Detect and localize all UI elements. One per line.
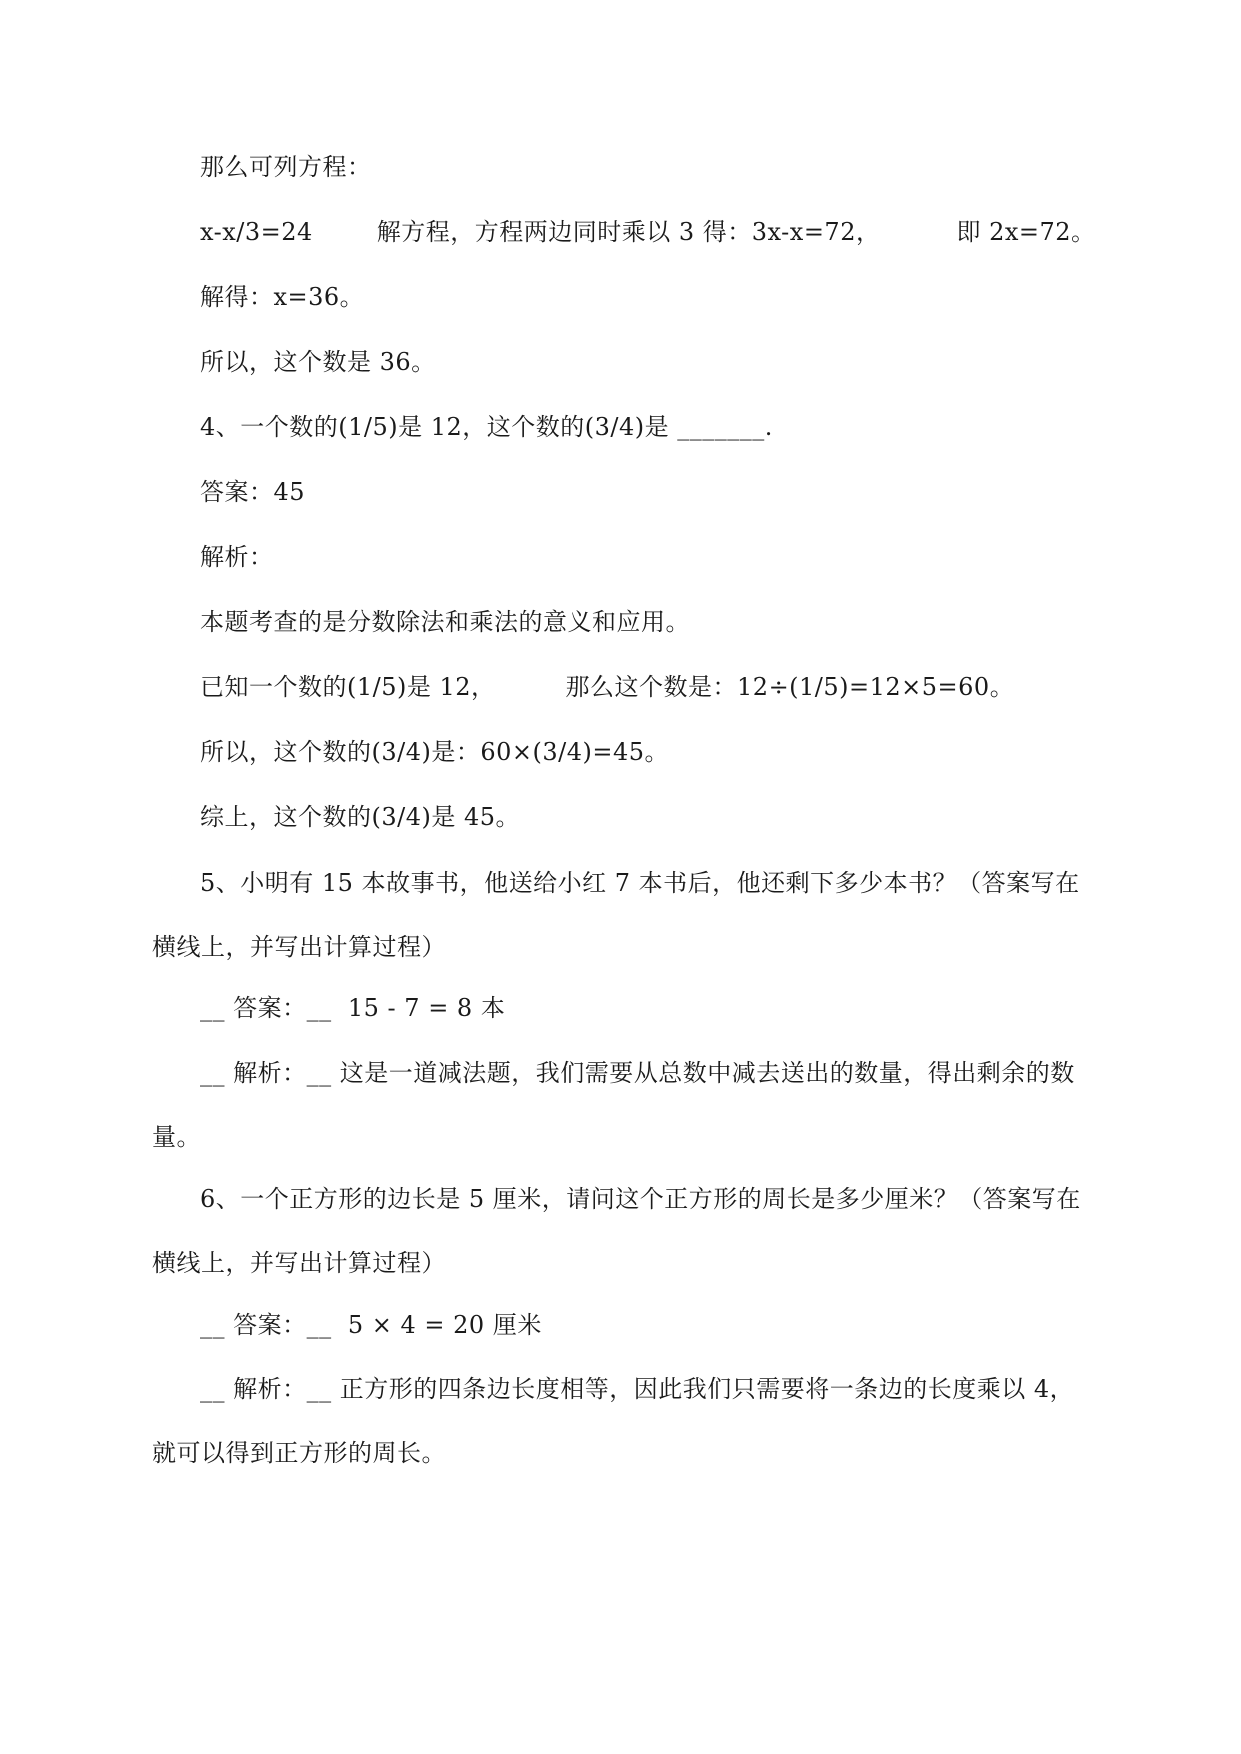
analysis-heading: 解析： <box>200 543 274 571</box>
text-line: 综上，这个数的(3/4)是 45。 <box>200 803 521 831</box>
equation: x-x/3=24 <box>200 218 313 246</box>
question-5-analysis: __ 解析：__ 这是一道减法题，我们需要从总数中减去送出的数量，得出剩余的数量。 <box>152 1059 1075 1151</box>
text-line: 本题考查的是分数除法和乘法的意义和应用。 <box>200 608 690 636</box>
computation: 那么这个数是：12÷(1/5)=12×5=60。 <box>565 673 1015 701</box>
solve-step: 解方程，方程两边同时乘以 3 得：3x-x=72， <box>376 218 881 246</box>
solve-result: 即 2x=72。 <box>956 218 1096 246</box>
equation-line <box>200 217 1096 247</box>
text-line: 解得：x=36。 <box>200 283 365 311</box>
text-line <box>200 672 1014 702</box>
question-6-analysis: __ 解析：__ 正方形的四条边长度相等，因此我们只需要将一条边的长度乘以 4，就可以得到正方形的周长。 <box>152 1375 1075 1467</box>
question-6-answer: __ 答案：__ 5 × 4 = 20 厘米 <box>200 1311 542 1339</box>
question-5: 5、小明有 15 本故事书，他送给小红 7 本书后，他还剩下多少本书？（答案写在横线上，并写出计算过程） <box>152 869 1080 961</box>
question-4: 4、一个数的(1/5)是 12，这个数的(3/4)是 _______. <box>200 413 773 441</box>
given-statement: 已知一个数的(1/5)是 12， <box>200 673 496 701</box>
text-line: 那么可列方程： <box>200 153 372 181</box>
answer-line: 答案：45 <box>200 478 306 506</box>
text-line: 所以，这个数的(3/4)是：60×(3/4)=45。 <box>200 738 669 766</box>
question-5-answer: __ 答案：__ 15 - 7 = 8 本 <box>200 994 506 1022</box>
text-line: 所以，这个数是 36。 <box>200 348 436 376</box>
question-6: 6、一个正方形的边长是 5 厘米，请问这个正方形的周长是多少厘米？（答案写在横线上，并写出计算过程） <box>152 1185 1081 1277</box>
